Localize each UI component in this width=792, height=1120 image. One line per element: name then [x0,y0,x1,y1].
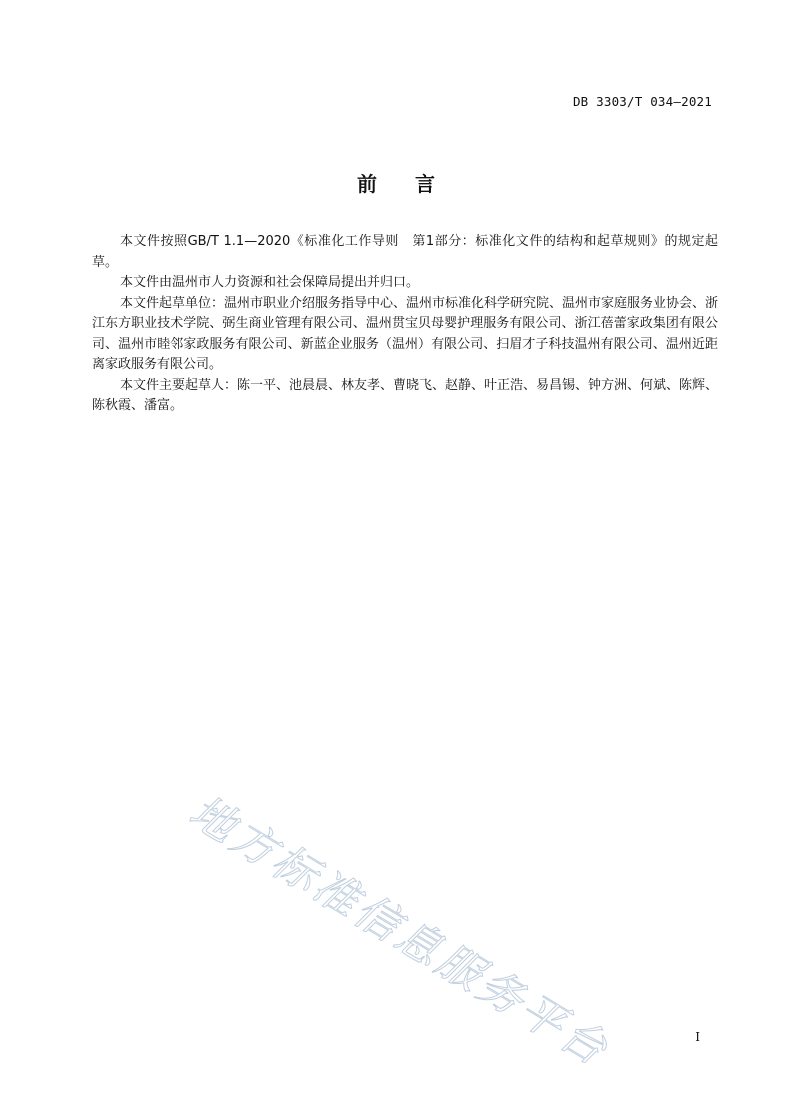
foreword-body [92,232,718,417]
watermark: 地方标准信息服务平台 [180,785,619,1077]
page-number: I [695,1030,700,1044]
document-code: DB 3303/T 034—2021 [572,94,712,109]
paragraph-drafting-units: 本文件起草单位：温州市职业介绍服务指导中心、温州市标准化科学研究院、温州市家庭服务业协会、浙江东方职业技术学院、弼生商业管理有限公司、温州贯宝贝母婴护理服务有限公司、浙江蓓蕾家政集团有限公司、温州市睦邻家政服务有限公司、新蓝企业服务（温州）有限公司、扫眉才子科技温州有限公司、温州近距离家政服务有限公司。 [92,295,719,372]
page-title: 前言 [357,172,473,196]
paragraph-drafting-rules: 本文件按照GB/T 1.1—2020《标准化工作导则 第1部分：标准化文件的结构和起草规则》的规定起草。 [92,234,718,270]
paragraph-drafters: 本文件主要起草人：陈一平、池晨晨、林友孝、曹晓飞、赵静、叶正浩、易昌锡、钟方洲、何斌、陈辉、陈秋霞、潘富。 [92,377,719,413]
paragraph-proposer: 本文件由温州市人力资源和社会保障局提出并归口。 [120,275,420,290]
